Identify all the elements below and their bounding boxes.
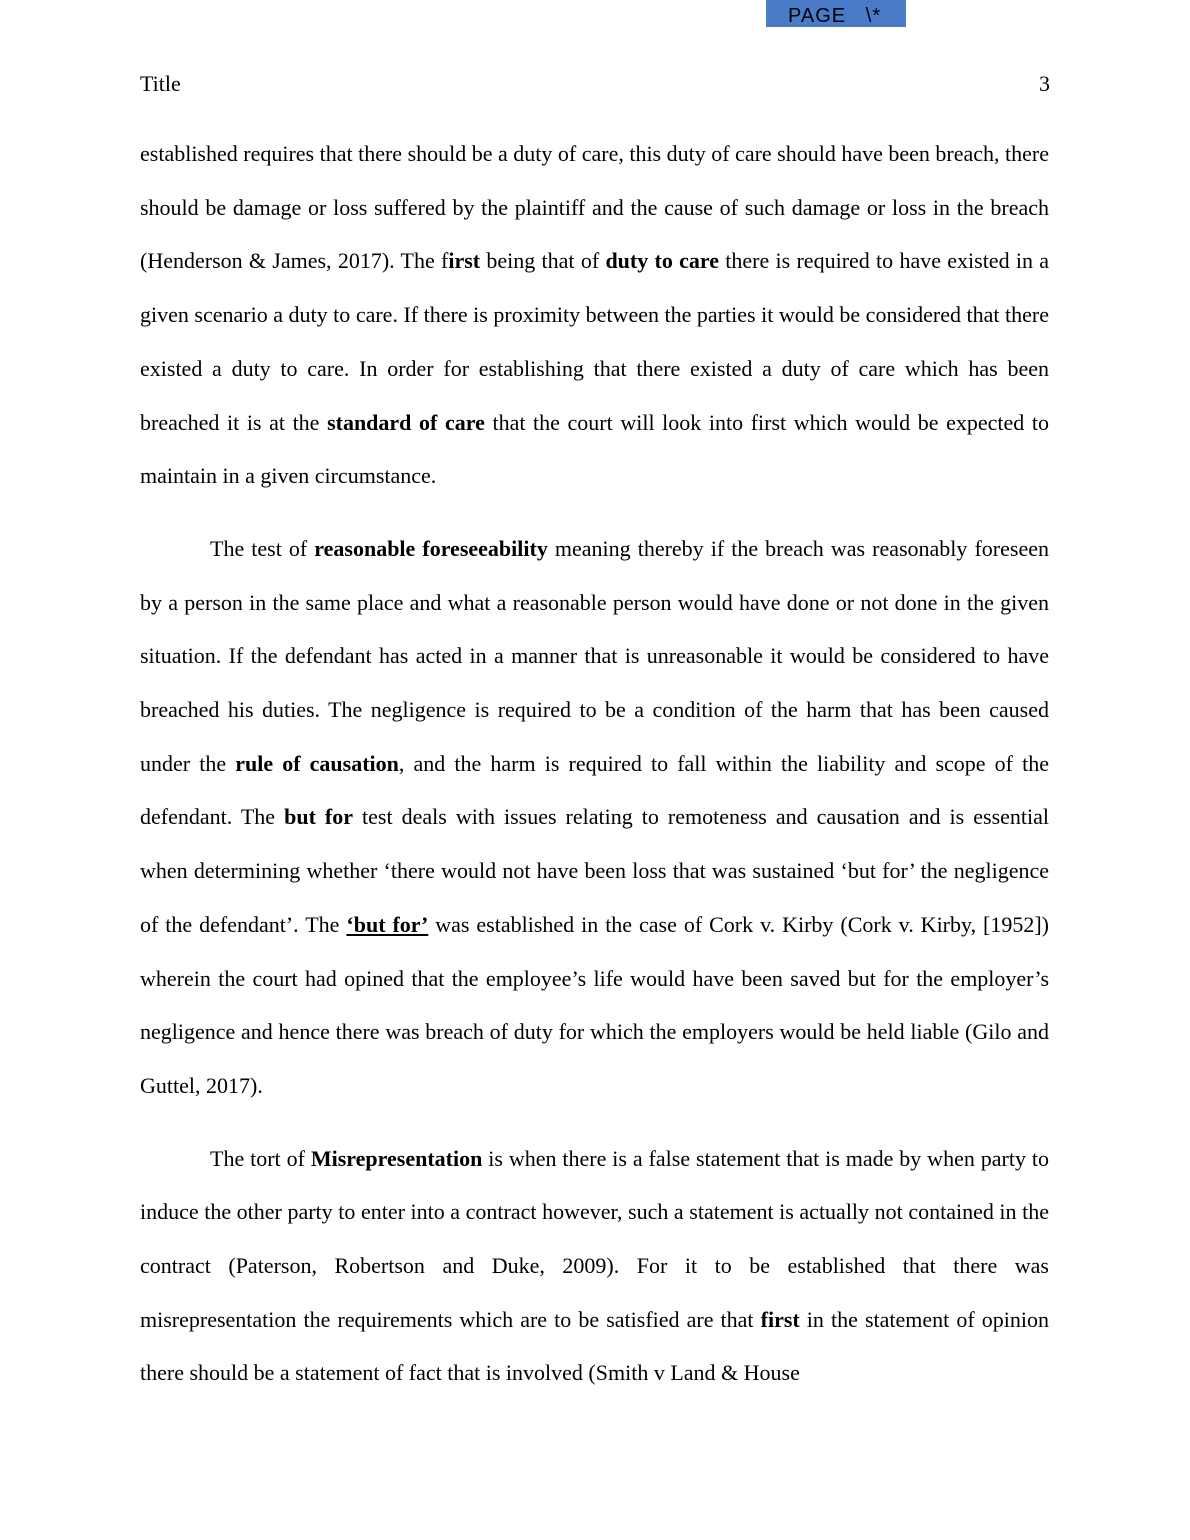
bold-text-run: reasonable foreseeability: [314, 535, 548, 561]
bold-text-run: rule of causation: [235, 750, 399, 776]
text-run: in the statement of opinion there should be a statement of fact that is involved (Smith v Land & House: [140, 1306, 1049, 1386]
bold-text-run: first: [760, 1306, 800, 1332]
bold-text-run: standard of care: [327, 409, 485, 435]
header-page-number: 3: [1039, 71, 1050, 96]
text-run: that the court will look into first which would be expected to maintain in a given circumstance.: [140, 409, 1049, 489]
paragraph-duty-of-care: [140, 127, 1049, 503]
text-run: meaning thereby if the breach was reasonably foreseen by a person in the same place and what a reasonable person would have done or not done in the given situation. If the defendant has acted in a manner that is unreasonable it would be considered to have breached his duties. The negligence is required to be a condition of the harm that has been caused under the: [140, 535, 1049, 776]
header-title: Title: [140, 71, 181, 96]
text-run: The tort of: [210, 1145, 311, 1171]
text-run: being that of: [480, 248, 606, 274]
page-field-code: [766, 0, 906, 27]
page-field-text: PAGE \*: [788, 5, 882, 27]
text-run: established requires that there should be a duty of care, this duty of care should have been breach, there should be damage or loss suffered by the plaintiff and the cause of such damage or loss in the breach (Henderson & James, 2017). The f: [140, 141, 1049, 274]
bold-underlined-text-run: ‘but for’: [346, 911, 429, 937]
text-run: is when there is a false statement that is made by when party to induce the other party to enter into a contract however, such a statement is actually not contained in the contract (Paterson, Robertson and Duke, 2009). For it to be established that there was misrepresentation the requirements which are to be satisfied are that: [140, 1145, 1049, 1332]
text-run: The test of: [210, 535, 315, 561]
bold-text-run: duty to care: [605, 248, 720, 274]
text-run: test deals with issues relating to remoteness and causation and is essential when determining whether ‘there would not have been loss that was sustained ‘but for’ the negligence of the defendant’. The: [140, 804, 1050, 937]
text-run: there is required to have existed in a given scenario a duty to care. If there is proximity between the parties it would be considered that there existed a duty to care. In order for establishing that there existed a duty of care which has been breached it is at the: [140, 248, 1049, 435]
text-run: was established in the case of Cork v. Kirby (Cork v. Kirby, [1952]) wherein the court had opined that the employee’s life would have been saved but for the employer’s negligence and hence there was breach of duty for which the employers would be held liable (Gilo and Guttel, 2017).: [140, 911, 1050, 1098]
paragraph-misrepresentation: [140, 1132, 1049, 1401]
bold-text-run: Misrepresentation: [310, 1145, 483, 1171]
document-body: [140, 127, 1049, 1400]
page-header: [140, 70, 1050, 98]
bold-text-run: irst: [448, 248, 481, 274]
bold-text-run: but for: [284, 804, 354, 830]
paragraph-reasonable-foreseeability: [140, 522, 1049, 1113]
text-run: , and the harm is required to fall within the liability and scope of the defendant. The: [140, 750, 1049, 830]
